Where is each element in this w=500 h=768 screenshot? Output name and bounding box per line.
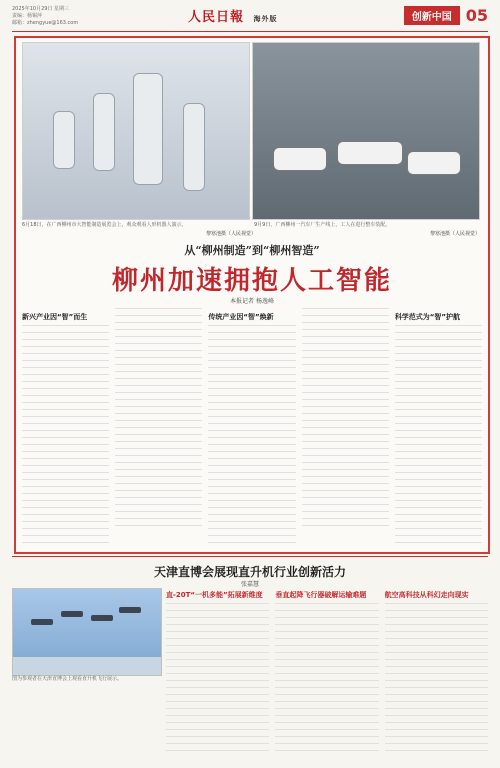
bottom-photo-caption: 图为参观者在天津直博会上观看直升机飞行展示。 — [12, 676, 123, 682]
article-column — [208, 308, 295, 546]
helicopter-icon — [13, 589, 161, 675]
photo-credit: 黎寒池摄（人民视觉） — [206, 231, 257, 237]
photo-assembly — [252, 42, 480, 220]
header-meta — [12, 6, 78, 27]
masthead — [188, 6, 278, 25]
page-number: 05 — [465, 6, 488, 25]
bottom-article-columns — [166, 588, 488, 760]
photo-credit: 黎寒池摄（人民视觉） — [429, 231, 480, 237]
section-badge — [404, 6, 488, 25]
robot-figure — [93, 93, 115, 171]
article-column — [395, 308, 482, 546]
car-body — [273, 147, 327, 171]
bottom-article-text — [166, 603, 269, 753]
bottom-subhead: 直-20T“一机多能”拓展新维度 — [166, 591, 263, 599]
editor: 责编：杨锡萍 — [12, 13, 43, 19]
photo-right-caption: 9月9日，广西柳州一汽车厂生产线上，工人在进行整车装配。 — [254, 222, 391, 228]
bottom-subhead: 航空高科技从科幻走向现实 — [384, 591, 469, 599]
bottom-article-text — [275, 603, 378, 753]
article-column — [115, 308, 202, 546]
page-header — [12, 6, 488, 30]
photo-left-caption: 6月18日，在广西柳州市大智能制造展览会上，观众观看人形机器人演示。 — [22, 222, 187, 228]
photo-robot — [22, 42, 250, 220]
bottom-article-text — [385, 603, 488, 753]
robot-figure — [53, 111, 75, 169]
robot-figure — [133, 73, 163, 185]
article-text — [395, 325, 482, 545]
article-text — [208, 325, 295, 545]
bottom-article-column — [385, 588, 488, 760]
bottom-author: 张嘉慧 — [240, 581, 259, 588]
subhead: 传统产业因“智”焕新 — [208, 313, 274, 321]
article-column — [302, 308, 389, 546]
bottom-title: 天津直博会展现直升机行业创新活力 — [153, 565, 346, 579]
article-text — [115, 308, 202, 528]
date: 2025年10月29日 星期三 — [12, 6, 70, 12]
article-text — [302, 308, 389, 528]
robot-figure — [183, 103, 205, 191]
bottom-article-column — [166, 588, 269, 760]
article-column — [22, 308, 109, 546]
article-columns — [22, 308, 482, 546]
top-rule — [12, 31, 488, 32]
mail: 邮箱：zhengyue@163.com — [12, 20, 79, 26]
kicker: 从“柳州制造”到“柳州智造” — [184, 244, 320, 257]
feature-article — [14, 36, 490, 554]
masthead-edition: 海外版 — [253, 14, 278, 23]
subhead: 新兴产业因“智”而生 — [22, 313, 88, 321]
bottom-article-column — [275, 588, 378, 760]
bottom-subhead: 垂直起降飞行器破解运输难题 — [275, 591, 367, 599]
photo-helicopters — [12, 588, 162, 676]
masthead-title: 人民日報 — [188, 10, 245, 25]
section-divider — [12, 556, 488, 557]
section-tag: 创新中国 — [404, 6, 460, 25]
article-text — [22, 325, 109, 545]
headline: 柳州加速拥抱人工智能 — [111, 266, 392, 296]
byline: 本报记者 杨逸峰 — [230, 298, 274, 305]
subhead: 科学范式为“智”护航 — [394, 313, 461, 321]
car-body — [407, 151, 461, 175]
car-body — [337, 141, 403, 165]
